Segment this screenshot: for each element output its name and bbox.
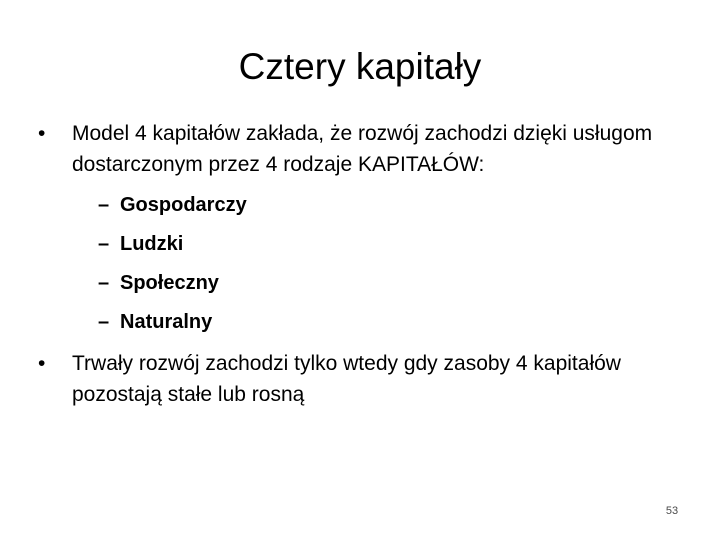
bullet-icon: • xyxy=(38,122,46,145)
sub-item-naturalny xyxy=(36,309,696,336)
bullet-item xyxy=(36,348,696,410)
sub-item-label: Naturalny xyxy=(120,311,213,333)
sub-item-spoleczny xyxy=(36,270,696,297)
sub-item-label: Ludzki xyxy=(120,233,184,255)
sub-item-label: Gospodarczy xyxy=(120,194,247,216)
sub-item-gospodarczy xyxy=(36,192,696,219)
bullet-item xyxy=(36,118,696,180)
bullet-text: Model 4 kapitałów zakłada, że rozwój zachodzi dzięki usługom dostarczonym przez 4 rodzaje KAPITAŁÓW: xyxy=(72,122,653,176)
dash-icon: – xyxy=(98,233,110,255)
bullet-icon: • xyxy=(38,352,46,375)
dash-icon: – xyxy=(98,311,110,333)
dash-icon: – xyxy=(98,194,110,216)
bullet-text: Trwały rozwój zachodzi tylko wtedy gdy zasoby 4 kapitałów pozostają stałe lub rosną xyxy=(72,352,621,406)
slide-title: Cztery kapitały xyxy=(238,46,482,87)
dash-icon: – xyxy=(98,272,110,294)
sub-list xyxy=(36,192,696,336)
page-number: 53 xyxy=(665,505,679,517)
sub-item-label: Społeczny xyxy=(120,272,219,294)
slide-content xyxy=(36,118,696,414)
sub-item-ludzki xyxy=(36,231,696,258)
